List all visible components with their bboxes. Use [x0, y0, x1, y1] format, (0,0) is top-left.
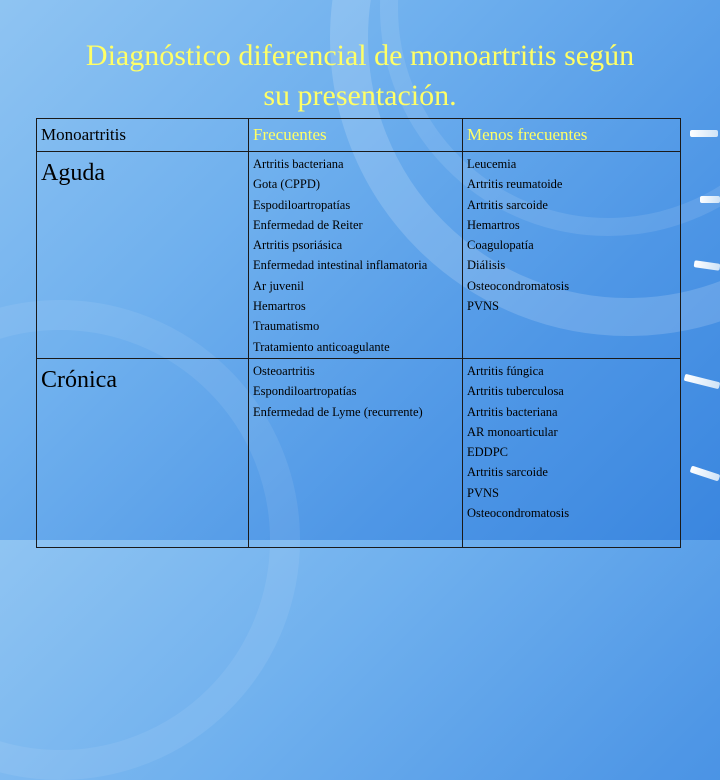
- list-item: Coagulopatía: [467, 238, 534, 253]
- list-item: Gota (CPPD): [253, 177, 321, 192]
- decorative-dash: [684, 374, 720, 390]
- list-item: Ar juvenil: [253, 278, 305, 293]
- diagnosis-table: [36, 118, 681, 548]
- list-item: Artritis reumatoide: [467, 177, 563, 192]
- table-row-cronica: [37, 359, 681, 548]
- list-item: Traumatismo: [253, 319, 320, 334]
- slide-title: [20, 36, 700, 116]
- list-item: Artritis tuberculosa: [467, 384, 564, 399]
- decorative-dash: [690, 130, 718, 137]
- list-item: Artritis fúngica: [467, 364, 544, 378]
- list-frecuentes-aguda: [249, 152, 463, 359]
- list-frecuentes-cronica: [249, 359, 463, 548]
- title-line-1: Diagnóstico diferencial de monoartritis según: [85, 39, 635, 72]
- list-item: Osteocondromatosis: [467, 506, 570, 521]
- list-item: Artritis bacteriana: [467, 404, 558, 419]
- list-item: Espondiloartropatías: [253, 384, 357, 399]
- header-menos-frecuentes: Menos frecuentes: [463, 119, 681, 152]
- decorative-dash: [694, 260, 720, 271]
- list-menos-frecuentes-aguda: [463, 152, 681, 359]
- list-item: Hemartros: [253, 299, 306, 314]
- header-frecuentes: Frecuentes: [249, 119, 463, 152]
- header-monoartritis: Monoartritis: [37, 119, 249, 152]
- list-item: Leucemia: [467, 157, 517, 171]
- list-item: PVNS: [467, 299, 499, 314]
- list-item: AR monoarticular: [467, 424, 558, 439]
- list-item: Artritis sarcoide: [467, 465, 548, 480]
- list-item: Tratamiento anticoagulante: [253, 339, 390, 354]
- list-item: Artritis bacteriana: [253, 157, 344, 171]
- row-label-cronica: Crónica: [37, 359, 249, 548]
- decorative-dash: [690, 466, 720, 482]
- list-menos-frecuentes-cronica: [463, 359, 681, 548]
- list-item: PVNS: [467, 485, 499, 500]
- table-header-row: [37, 119, 681, 152]
- list-item: Artritis sarcoide: [467, 197, 548, 212]
- list-item: EDDPC: [467, 445, 508, 460]
- table-row-aguda: [37, 152, 681, 359]
- decorative-dash: [700, 196, 720, 203]
- list-item: Hemartros: [467, 217, 520, 232]
- list-item: Diálisis: [467, 258, 506, 273]
- list-item: Enfermedad de Reiter: [253, 217, 363, 232]
- list-item: Enfermedad intestinal inflamatoria: [253, 258, 428, 273]
- list-item: Osteocondromatosis: [467, 278, 570, 293]
- list-item: Osteoartritis: [253, 364, 315, 378]
- list-item: Espodiloartropatías: [253, 197, 351, 212]
- row-label-aguda: Aguda: [37, 152, 249, 359]
- list-item: Enfermedad de Lyme (recurrente): [253, 404, 423, 419]
- list-item: Artritis psoriásica: [253, 238, 343, 253]
- title-line-2: su presentación.: [263, 79, 457, 112]
